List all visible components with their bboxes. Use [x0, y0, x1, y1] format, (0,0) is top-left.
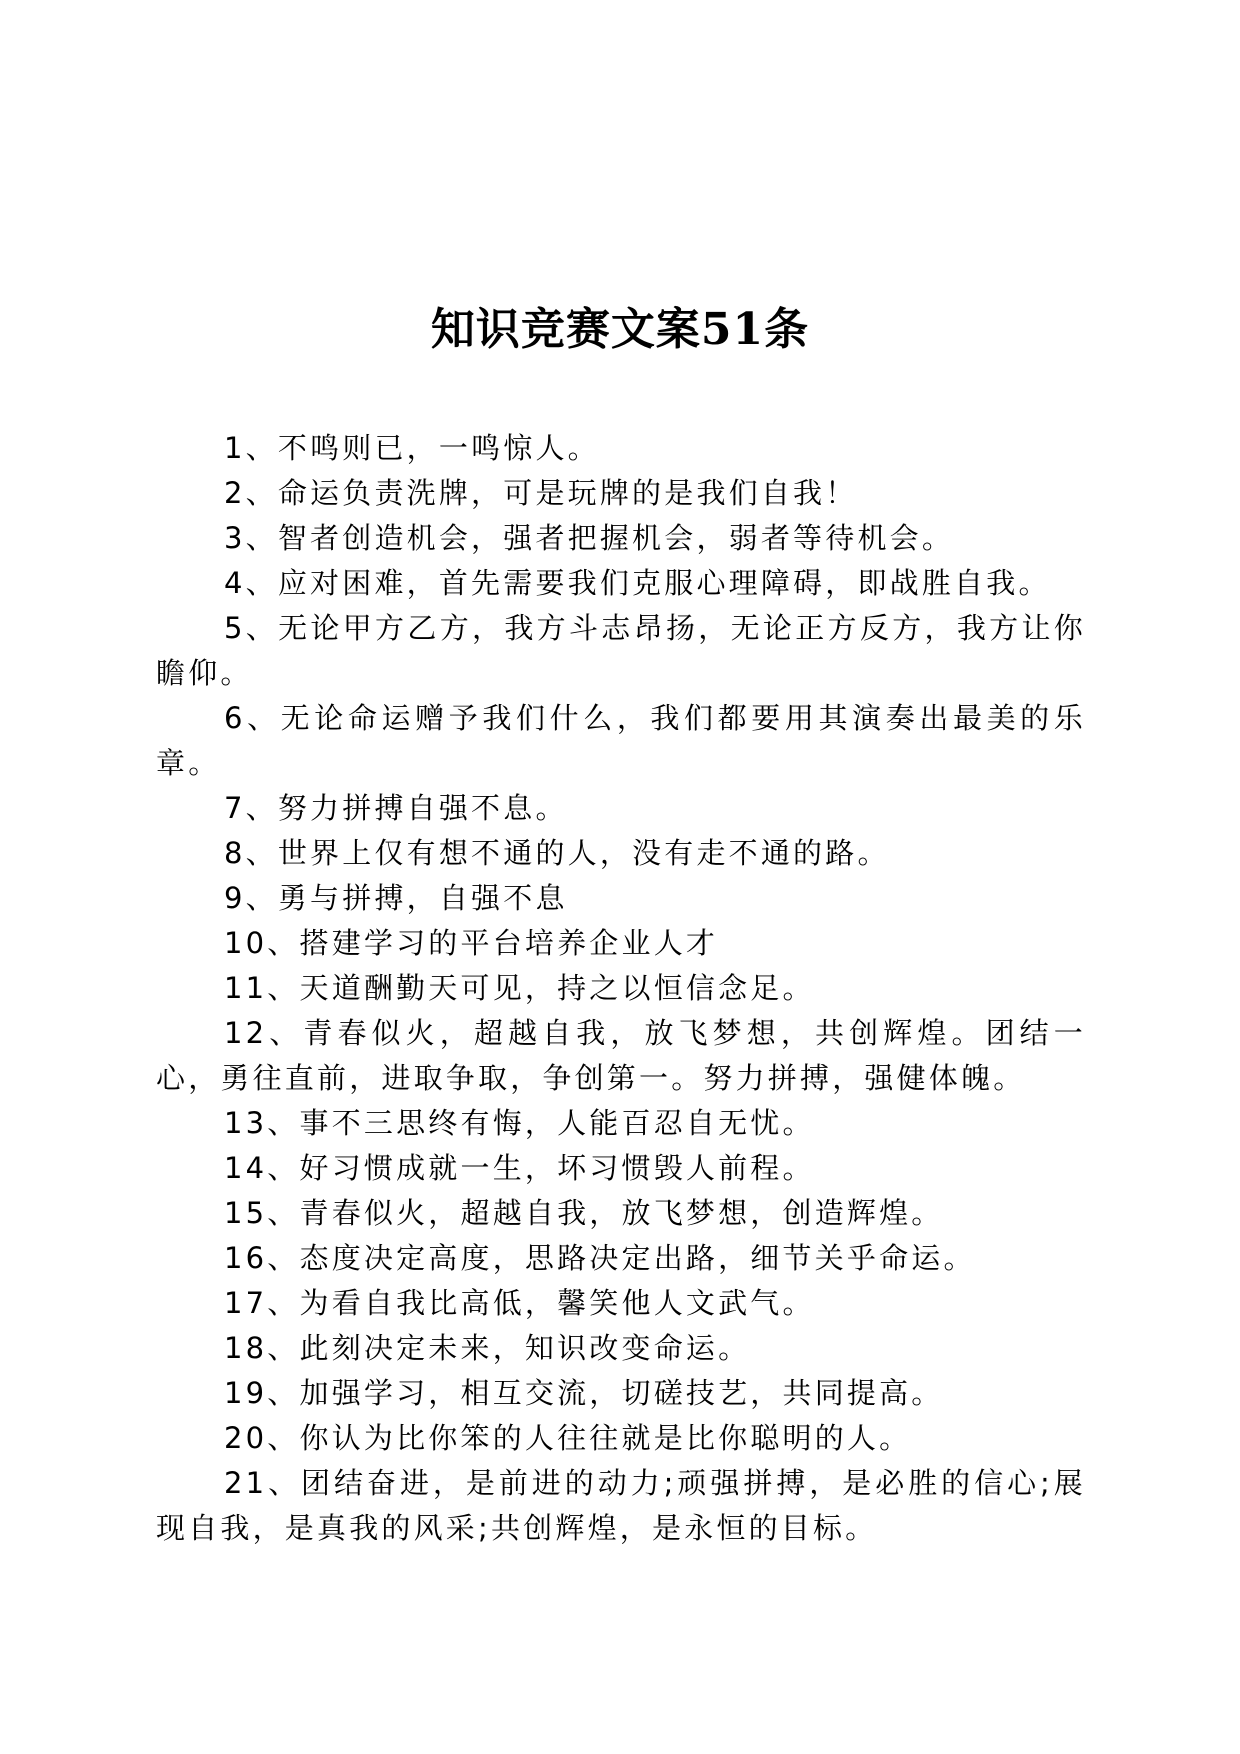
list-item: 20、你认为比你笨的人往往就是比你聪明的人。	[224, 1421, 912, 1455]
list-item: 15、青春似火，超越自我，放飞梦想，创造辉煌。	[224, 1196, 944, 1230]
list-item: 11、天道酬勤天可见，持之以恒信念足。	[224, 971, 815, 1005]
list-item: 19、加强学习，相互交流，切磋技艺，共同提高。	[224, 1376, 944, 1410]
list-item: 9、勇与拼搏，自强不息	[224, 881, 568, 915]
list-item: 5、无论甲方乙方，我方斗志昂扬，无论正方反方，我方让你瞻仰。	[156, 611, 1086, 690]
list-item: 8、世界上仅有想不通的人，没有走不通的路。	[224, 836, 890, 870]
list-item: 10、搭建学习的平台培养企业人才	[224, 926, 719, 960]
list-item: 6、无论命运赠予我们什么，我们都要用其演奏出最美的乐章。	[156, 701, 1086, 780]
list-item: 14、好习惯成就一生，坏习惯毁人前程。	[224, 1151, 815, 1185]
list-item: 1、不鸣则已，一鸣惊人。	[224, 431, 600, 465]
list-item: 21、团结奋进，是前进的动力;顽强拼搏，是必胜的信心;展现自我，是真我的风采;共创辉煌，是永恒的目标。	[156, 1466, 1086, 1545]
list-item: 4、应对困难，首先需要我们克服心理障碍，即战胜自我。	[224, 566, 1051, 600]
list-item: 3、智者创造机会，强者把握机会，弱者等待机会。	[224, 521, 955, 555]
list-item: 18、此刻决定未来，知识改变命运。	[224, 1331, 751, 1365]
list-item: 2、命运负责洗牌，可是玩牌的是我们自我！	[224, 476, 858, 510]
document-title: 知识竞赛文案51条	[430, 304, 810, 355]
list-item: 17、为看自我比高低，馨笑他人文武气。	[224, 1286, 815, 1320]
list-item: 13、事不三思终有悔，人能百忍自无忧。	[224, 1106, 815, 1140]
list-item: 7、努力拼搏自强不息。	[224, 791, 568, 825]
list-item: 16、态度决定高度，思路决定出路，细节关乎命运。	[224, 1241, 976, 1275]
list-item: 12、青春似火，超越自我，放飞梦想，共创辉煌。团结一心，勇往直前，进取争取，争创第一。努力拼搏，强健体魄。	[156, 1016, 1086, 1095]
document-body	[156, 426, 1086, 1551]
